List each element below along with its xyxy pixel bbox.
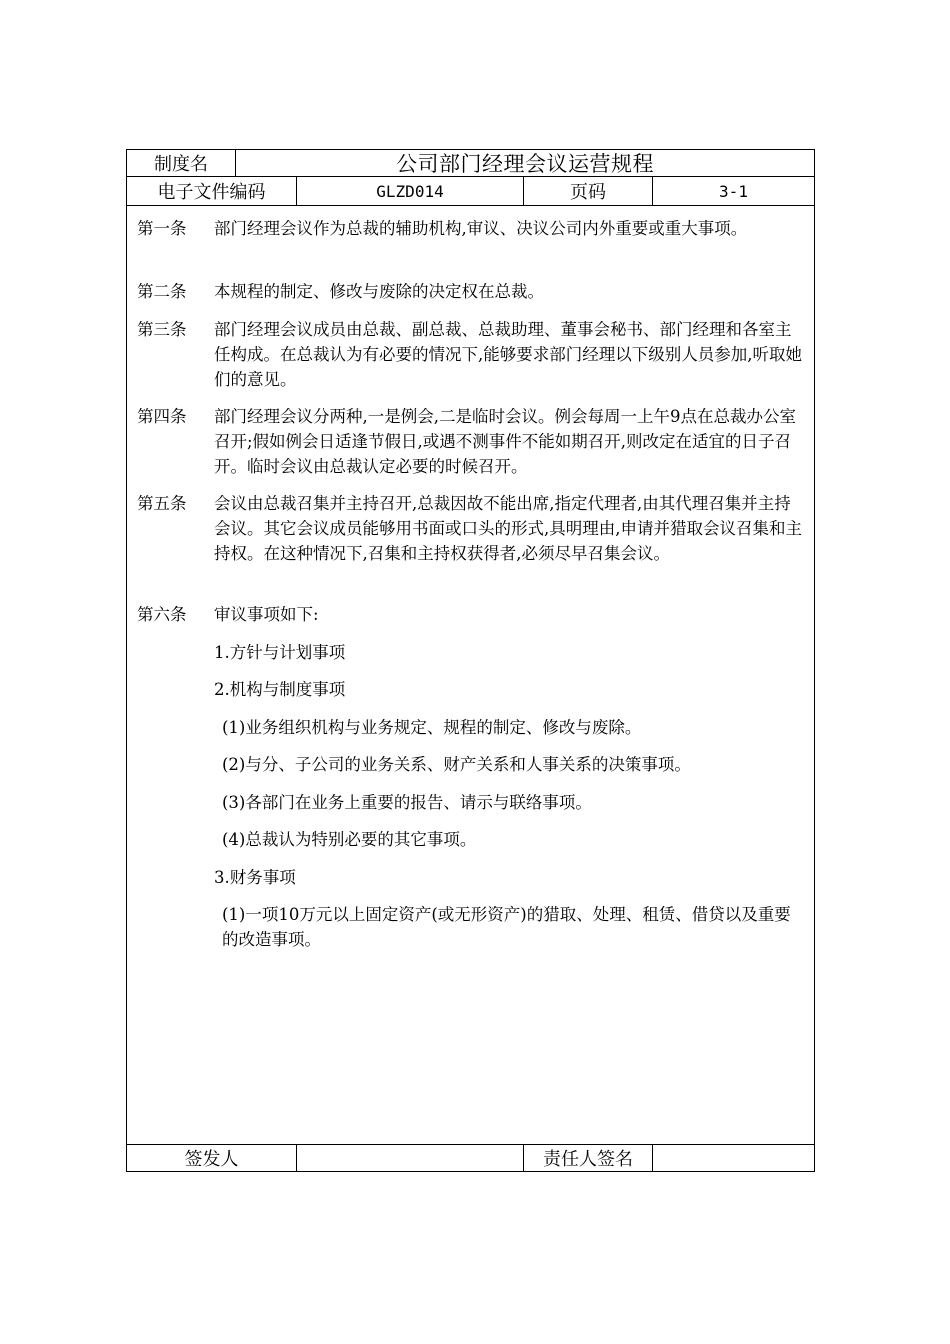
- article-label: 第三条: [137, 320, 187, 339]
- document-title: 公司部门经理会议运营规程: [396, 152, 654, 176]
- item-1: 1.方针与计划事项: [214, 643, 346, 662]
- item-3-1: (1)一项10万元以上固定资产(或无形资产)的猎取、处理、租赁、借贷以及重要的改造事项。: [222, 905, 791, 949]
- regulation-document: [126, 149, 815, 1172]
- page-value: 3-1: [719, 181, 748, 201]
- article-label: 第五条: [137, 494, 187, 513]
- article-label: 第六条: [137, 605, 187, 624]
- article-text: 部门经理会议作为总裁的辅助机构,审议、决议公司内外重要或重大事项。: [214, 219, 748, 238]
- responsible-label: 责任人签名: [524, 1145, 653, 1171]
- issuer-field[interactable]: [297, 1145, 524, 1171]
- name-label: 制度名: [127, 150, 236, 176]
- item-2-2: (2)与分、子公司的业务关系、财产关系和人事关系的决策事项。: [222, 755, 691, 774]
- article-label: 第四条: [137, 407, 187, 426]
- signature-row: [127, 1144, 814, 1171]
- header-row-code: [127, 177, 814, 206]
- article-text: 部门经理会议分两种,一是例会,二是临时会议。例会每周一上午9点在总裁办公室召开;假如例会日适逢节假日,或遇不测事件不能如期召开,则改定在适宜的日子召开。临时会议由总裁认定必要的时候召开。: [214, 407, 796, 476]
- code-value: GLZD014: [297, 177, 524, 205]
- item-2-4: (4)总裁认为特别必要的其它事项。: [222, 830, 477, 849]
- item-3: 3.财务事项: [214, 868, 296, 887]
- article-text: 审议事项如下:: [214, 605, 319, 624]
- article-label: 第二条: [137, 282, 187, 301]
- item-2: 2.机构与制度事项: [214, 680, 346, 699]
- code-label: 电子文件编码: [127, 177, 297, 205]
- responsible-signature-field[interactable]: [653, 1145, 814, 1171]
- issuer-label: 签发人: [127, 1145, 297, 1171]
- article-text: 会议由总裁召集并主持召开,总裁因故不能出席,指定代理者,由其代理召集并主持会议。其它会议成员能够用书面或口头的形式,具明理由,申请并猎取会议召集和主持权。在这种情况下,召集和主持权获得者,必须尽早召集会议。: [214, 494, 802, 563]
- item-2-1: (1)业务组织机构与业务规定、规程的制定、修改与废除。: [222, 718, 642, 737]
- article-text: 本规程的制定、修改与废除的决定权在总裁。: [214, 282, 544, 301]
- header-row-title: [127, 150, 814, 177]
- article-label: 第一条: [137, 219, 187, 238]
- page-label: 页码: [524, 177, 653, 205]
- article-text: 部门经理会议成员由总裁、副总裁、总裁助理、董事会秘书、部门经理和各室主任构成。在总裁认为有必要的情况下,能够要求部门经理以下级别人员参加,听取她们的意见。: [214, 320, 802, 389]
- item-2-3: (3)各部门在业务上重要的报告、请示与联络事项。: [222, 793, 592, 812]
- document-body: [127, 206, 814, 1145]
